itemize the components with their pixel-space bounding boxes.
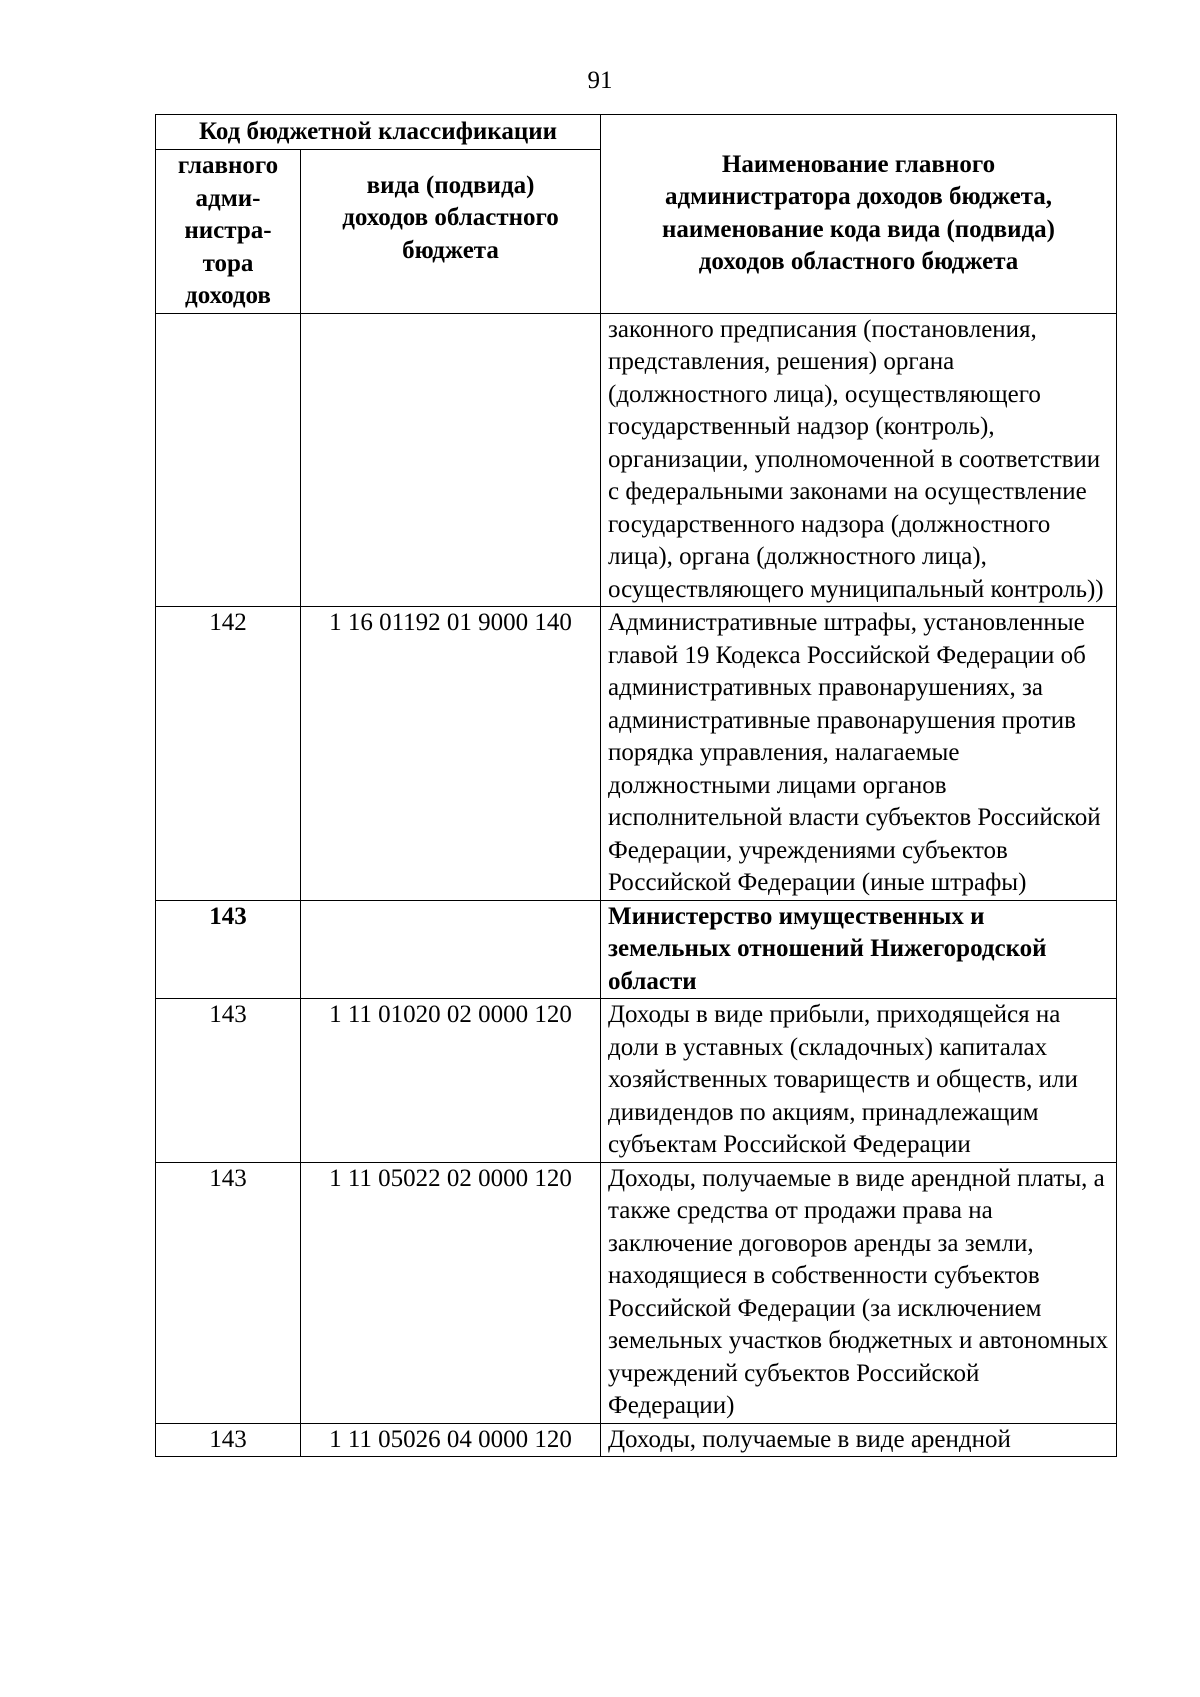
cell-income-name: законного предписания (постановления, представления, решения) органа (должностного лица), осуществляющего государственный надзор (контроль), организации, уполномоченной в соответствии с федеральными законами на осуществление государственного надзора (должностного лица), органа (должностного лица), осуществляющего муниципальный контроль)) (601, 313, 1117, 607)
cell-income-name: Административные штрафы, установленные главой 19 Кодекса Российской Федерации об административных правонарушениях, за административные правонарушения против порядка управления, налагаемые должностными лицами органов исполнительной власти субъектов Российской Федерации, учреждениями субъектов Российской Федерации (иные штрафы) (601, 607, 1117, 901)
cell-admin-code: 142 (156, 607, 301, 901)
cell-admin-code: 143 (156, 900, 301, 999)
header-code-line: вида (подвида) (366, 171, 535, 199)
table-row (156, 313, 1117, 607)
cell-admin-code: 143 (156, 999, 301, 1163)
cell-admin-code: 143 (156, 1162, 301, 1423)
table-row (156, 999, 1117, 1163)
header-name-line: администратора доходов бюджета, (664, 183, 1053, 211)
table-row (156, 1162, 1117, 1423)
table-header-row-1 (156, 115, 1117, 150)
header-admin-line: адми- (195, 184, 261, 212)
header-name-line: доходов областного бюджета (698, 248, 1019, 276)
cell-administrator-name: Министерство имущественных и земельных отношений Нижегородской области (601, 900, 1117, 999)
header-code-line: доходов областного (342, 204, 559, 231)
header-admin-line: тора (202, 249, 254, 277)
header-budget-code-group: Код бюджетной классификации (156, 115, 601, 150)
cell-admin-code: 143 (156, 1423, 301, 1457)
cell-income-name: Доходы, получаемые в виде арендной платы, а также средства от продажи права на заключение договоров аренды за земли, находящиеся в собственности субъектов Российской Федерации (за исключением земельных участков бюджетных и автономных учреждений субъектов Российской Федерации) (601, 1162, 1117, 1423)
cell-income-code: 1 16 01192 01 9000 140 (301, 607, 601, 901)
page-number: 91 (587, 67, 613, 94)
cell-income-code: 1 11 05022 02 0000 120 (301, 1162, 601, 1423)
cell-income-code (301, 313, 601, 607)
header-name-line: Наименование главного (721, 150, 996, 178)
cell-income-name: Доходы в виде прибыли, приходящейся на доли в уставных (складочных) капиталах хозяйственных товариществ и обществ, или дивидендов по акциям, принадлежащим субъектам Российской Федерации (601, 999, 1117, 1163)
cell-admin-code (156, 313, 301, 607)
table-row (156, 900, 1117, 999)
header-code-line: бюджета (402, 236, 499, 264)
header-code-column (301, 150, 601, 314)
header-name-line: наименование кода вида (подвида) (662, 215, 1055, 243)
cell-income-code: 1 11 01020 02 0000 120 (301, 999, 601, 1163)
cell-income-name: Доходы, получаемые в виде арендной (601, 1423, 1117, 1457)
header-admin-column (156, 150, 301, 314)
cell-income-code (301, 900, 601, 999)
table-row (156, 1423, 1117, 1457)
table-row (156, 607, 1117, 901)
budget-classification-table (155, 114, 1117, 1457)
header-admin-line: главного (177, 152, 279, 179)
header-admin-line: нистра- (184, 217, 272, 244)
header-name-column (601, 115, 1117, 314)
header-admin-line: доходов (185, 282, 271, 309)
cell-income-code: 1 11 05026 04 0000 120 (301, 1423, 601, 1457)
